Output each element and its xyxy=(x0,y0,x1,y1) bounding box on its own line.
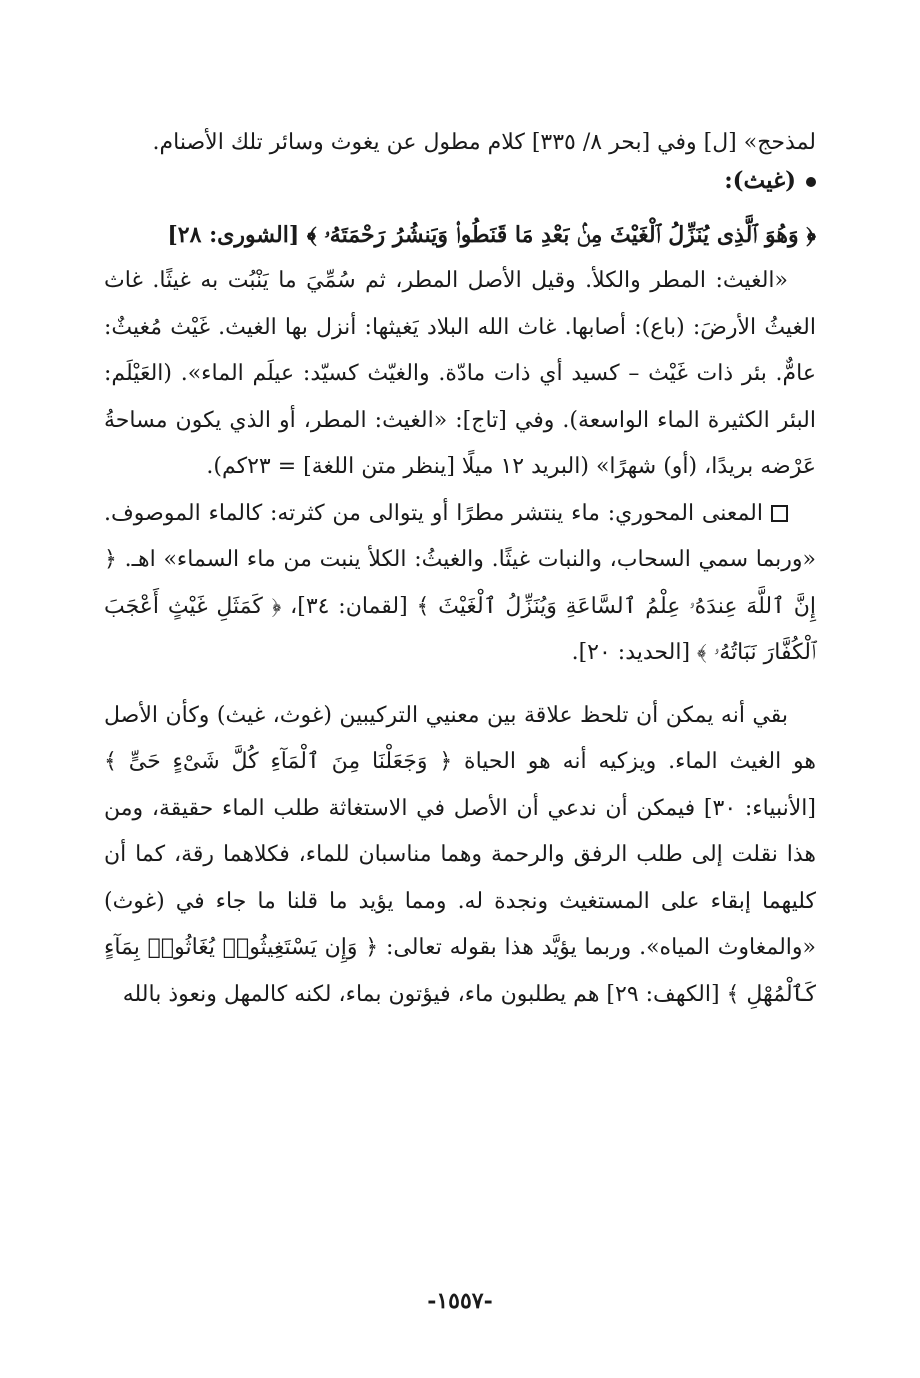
page-body xyxy=(104,128,816,1018)
closing-paragraph: بقي أنه يمكن أن تلحظ علاقة بين معنيي التركيبين (غوث، غيث) وكأن الأصل هو الغيث الماء. ويزكيه أنه هو الحياة ﴿ وَجَعَلْنَا مِنَ ٱلْمَآءِ كُلَّ شَىْءٍ حَىٍّ ﴾ [الأنبياء: ٣٠] فيمكن أن ندعي أن الأصل في الاستغاثة طلب الماء حقيقة، ومن هذا نقلت إلى طلب الرفق والرحمة وهما مناسبان للماء، فكلاهما رقة، كما أن كليهما إبقاء على المستغيث ونجدة له. ومما يؤيد ما قلنا ما جاء في (غوث) «والمغاوث المياه». وربما يؤيَّد هذا بقوله تعالى: ﴿ وَإِن يَسْتَغِيثُوا۟ يُغَاثُوا۟ بِمَآءٍ كَٱلْمُهْلِ ﴾ [الكهف: ٢٩] هم يطلبون ماء، فيؤتون بماء، لكنه كالمهل ونعوذ بالله xyxy=(104,702,816,1007)
entry-heading xyxy=(104,158,816,204)
core-meaning-paragraph xyxy=(104,491,816,677)
core-meaning-text: المعنى المحوري: ماء ينتشر مطرًا أو يتوالى من كثرته: كالماء الموصوف. «وربما سمي السحاب، والنبات غيثًا. والغيثُ: الكلأ ينبت من ماء السماء» اهـ. ﴿ إِنَّ ٱللَّهَ عِندَهُۥ عِلْمُ ٱلسَّاعَةِ وَيُنَزِّلُ ٱلْغَيْثَ ﴾ [لقمان: ٣٤]، ﴿ كَمَثَلِ غَيْثٍ أَعْجَبَ ٱلْكُفَّارَ نَبَاتُهُۥ ﴾ [الحديد: ٢٠]. xyxy=(104,500,816,665)
page-number: -١٥٥٧- xyxy=(427,1288,493,1314)
definition-paragraph: «الغيث: المطر والكلأ. وقيل الأصل المطر، ثم سُمِّيَ ما يَنْبُت به غيثًا. غاث الغيثُ الأرضَ: (باع): أصابها. غاث الله البلاد يَغيثها: أنزل بها الغيث. غَيْث مُغيثٌ: عامٌّ. بئر ذات غَيْث – كسيد أي ذات مادّة. والغيّث كسيّد: عيلَم الماء». (العَيْلَم: البئر الكثيرة الماء الواسعة). وفي [تاج]: «الغيث: المطر، أو الذي يكون مساحةُ عَرْضه بريدًا، (أو) شهرًا» (البريد ١٢ ميلًا [ينظر متن اللغة] = ٢٣كم). xyxy=(104,268,816,479)
entry-heading-text: (غيث): xyxy=(724,167,796,194)
quran-verse: ﴿ وَهُوَ ٱلَّذِى يُنَزِّلُ ٱلْغَيْثَ مِنۢ بَعْدِ مَا قَنَطُوا۟ وَيَنشُرُ رَحْمَتَهُۥ ﴾ [الشورى: ٢٨] xyxy=(167,222,816,248)
top-line: لمذحج» [ل] وفي [بحر ٨/ ٣٣٥] كلام مطول عن يغوث وسائر تلك الأصنام. xyxy=(152,130,816,155)
bullet-icon xyxy=(806,177,816,187)
paragraph-gap xyxy=(104,677,816,693)
square-box-icon xyxy=(771,505,788,522)
